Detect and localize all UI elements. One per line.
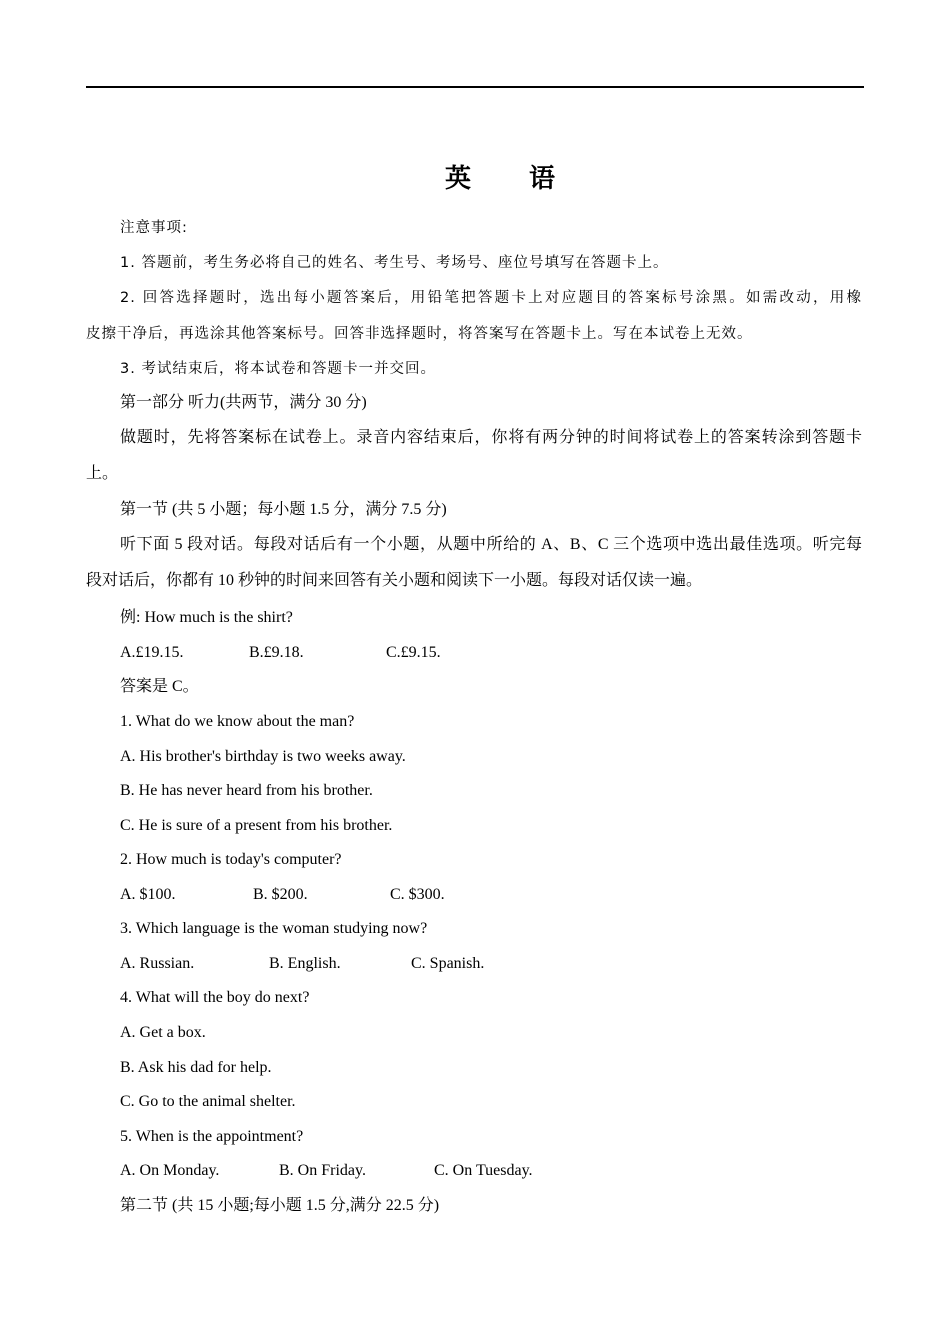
section1-intro-line-1: 听下面 5 段对话。每段对话后有一个小题，从题中所给的 A、B、C 三个选项中选出最佳选项。听完每 bbox=[120, 536, 862, 553]
part1-intro-line-2: 上。 bbox=[86, 465, 119, 482]
question-2-option-c: C. $300. bbox=[390, 886, 445, 903]
question-5-option-a: A. On Monday. bbox=[120, 1162, 220, 1179]
question-3-option-b: B. English. bbox=[269, 955, 341, 972]
section1-intro-line-2: 段对话后，你都有 10 秒钟的时间来回答有关小题和阅读下一小题。每段对话仅读一遍。 bbox=[86, 572, 703, 589]
example-option-b: B.£9.18. bbox=[249, 644, 304, 661]
notice-item-2-line-1: 2. 回答选择题时，选出每小题答案后，用铅笔把答题卡上对应题目的答案标号涂黑。如需改动，用橡 bbox=[120, 290, 862, 306]
part1-intro-line-1: 做题时，先将答案标在试卷上。录音内容结束后，你将有两分钟的时间将试卷上的答案转涂到答题卡 bbox=[120, 429, 862, 446]
question-3-option-c: C. Spanish. bbox=[411, 955, 485, 972]
question-4-option-a: A. Get a box. bbox=[120, 1024, 206, 1041]
question-5-option-c: C. On Tuesday. bbox=[434, 1162, 533, 1179]
notice-item-1: 1. 答题前，考生务必将自己的姓名、考生号、考场号、座位号填写在答题卡上。 bbox=[120, 255, 669, 271]
example-option-a: A.£19.15. bbox=[120, 644, 184, 661]
question-3: 3. Which language is the woman studying now? bbox=[120, 920, 428, 937]
page-title: 英 语 bbox=[444, 164, 557, 193]
notice-item-2-line-2: 皮擦干净后，再选涂其他答案标号。回答非选择题时，将答案写在答题卡上。写在本试卷上无效。 bbox=[86, 326, 753, 342]
question-4-option-c: C. Go to the animal shelter. bbox=[120, 1093, 296, 1110]
question-1: 1. What do we know about the man? bbox=[120, 713, 355, 730]
section1-heading: 第一节 (共 5 小题；每小题 1.5 分，满分 7.5 分) bbox=[120, 501, 447, 518]
question-5-option-b: B. On Friday. bbox=[279, 1162, 366, 1179]
example-answer: 答案是 C。 bbox=[120, 678, 199, 695]
example-question: 例: How much is the shirt? bbox=[120, 609, 293, 626]
question-2-option-b: B. $200. bbox=[253, 886, 308, 903]
header-rule bbox=[86, 86, 864, 88]
question-2: 2. How much is today's computer? bbox=[120, 851, 342, 868]
question-4: 4. What will the boy do next? bbox=[120, 989, 310, 1006]
section2-heading: 第二节 (共 15 小题;每小题 1.5 分,满分 22.5 分) bbox=[120, 1197, 440, 1214]
question-1-option-c: C. He is sure of a present from his brother. bbox=[120, 817, 393, 834]
example-option-c: C.£9.15. bbox=[386, 644, 441, 661]
notice-heading: 注意事项: bbox=[120, 220, 188, 236]
question-4-option-b: B. Ask his dad for help. bbox=[120, 1059, 272, 1076]
question-5: 5. When is the appointment? bbox=[120, 1128, 304, 1145]
notice-item-3: 3. 考试结束后，将本试卷和答题卡一并交回。 bbox=[120, 361, 436, 377]
question-1-option-b: B. He has never heard from his brother. bbox=[120, 782, 373, 799]
question-3-option-a: A. Russian. bbox=[120, 955, 195, 972]
question-1-option-a: A. His brother's birthday is two weeks away. bbox=[120, 748, 406, 765]
part1-heading: 第一部分 听力(共两节，满分 30 分) bbox=[120, 394, 367, 411]
question-2-option-a: A. $100. bbox=[120, 886, 176, 903]
